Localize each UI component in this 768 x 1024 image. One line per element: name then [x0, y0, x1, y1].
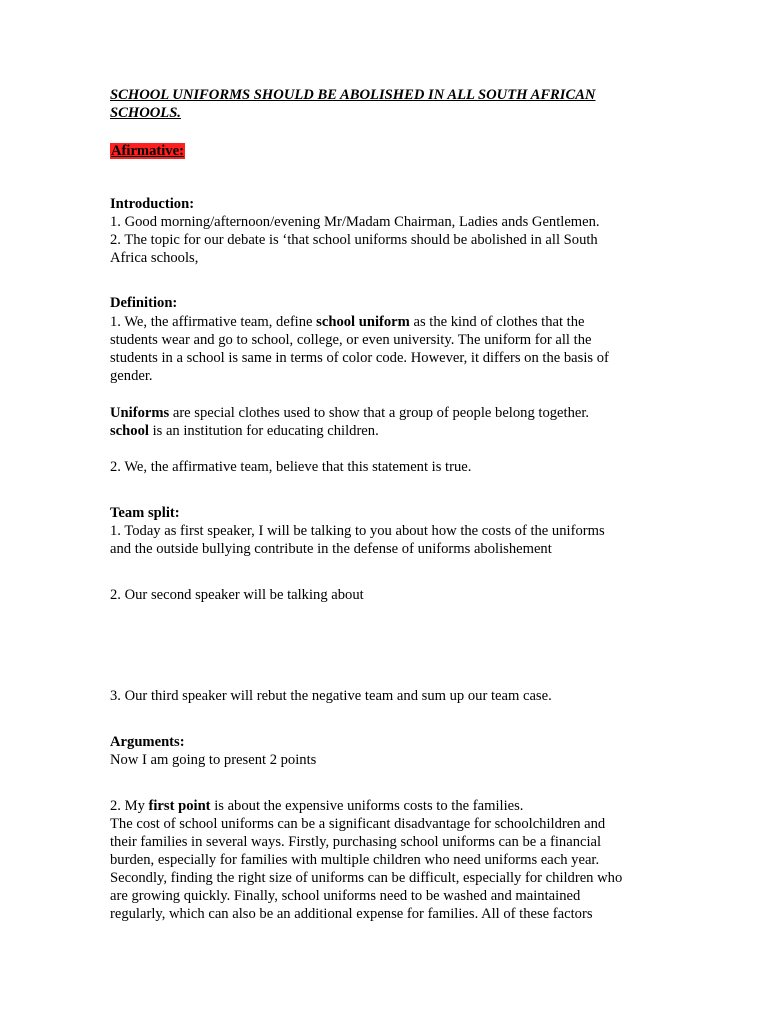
- arguments-body-line-2: their families in several ways. Firstly, purchasing school uniforms can be a financial: [110, 834, 602, 850]
- definition-text: is an institution for educating children.: [148, 423, 379, 439]
- arguments-heading: Arguments:: [110, 734, 185, 750]
- definition-text: 1. We, the affirmative team, define: [110, 314, 317, 330]
- definition-text: as the kind of clothes that the: [409, 314, 585, 330]
- definition-paragraph-1-line-1: [110, 313, 585, 331]
- side-label: Afirmative:: [111, 143, 184, 159]
- definition-paragraph-1-line-4: gender.: [110, 368, 153, 384]
- definition-term-school: school: [110, 423, 149, 439]
- introduction-paragraph-2-line-2: Africa schools,: [110, 250, 199, 266]
- definition-paragraph-1-line-2: students wear and go to school, college, or even university. The uniform for all the: [110, 332, 592, 348]
- introduction-paragraph-2-line-1: 2. The topic for our debate is ‘that school uniforms should be abolished in all South: [110, 232, 598, 248]
- introduction-heading: Introduction:: [110, 196, 195, 212]
- arguments-text: 2. My: [110, 798, 149, 814]
- arguments-body-line-1: The cost of school uniforms can be a significant disadvantage for schoolchildren and: [110, 816, 606, 832]
- document-title-line-1: SCHOOL UNIFORMS SHOULD BE ABOLISHED IN ALL SOUTH AFRICAN: [110, 87, 596, 103]
- definition-term-uniforms: Uniforms: [110, 405, 170, 421]
- arguments-intro: Now I am going to present 2 points: [110, 752, 317, 768]
- team-split-paragraph-3: 3. Our third speaker will rebut the negative team and sum up our team case.: [110, 688, 552, 704]
- definition-uniforms-line: [110, 404, 589, 422]
- definition-text: are special clothes used to show that a group of people belong together.: [169, 405, 590, 421]
- document-title-line-2: SCHOOLS.: [110, 105, 181, 121]
- team-split-heading: Team split:: [110, 505, 180, 521]
- team-split-paragraph-1-line-2: and the outside bullying contribute in the defense of uniforms abolishement: [110, 541, 552, 557]
- definition-school-line: [110, 422, 379, 440]
- arguments-first-point-line: [110, 797, 523, 815]
- definition-paragraph-2: 2. We, the affirmative team, believe that this statement is true.: [110, 459, 472, 475]
- arguments-body-line-6: regularly, which can also be an additional expense for families. All of these factors: [110, 906, 593, 922]
- introduction-paragraph-1: 1. Good morning/afternoon/evening Mr/Madam Chairman, Ladies ands Gentlemen.: [110, 214, 600, 230]
- team-split-paragraph-2: 2. Our second speaker will be talking about: [110, 587, 364, 603]
- definition-paragraph-1-line-3: students in a school is same in terms of color code. However, it differs on the basis of: [110, 350, 609, 366]
- arguments-text: is about the expensive uniforms costs to the families.: [210, 798, 524, 814]
- definition-heading: Definition:: [110, 295, 178, 311]
- arguments-term-first-point: first point: [148, 798, 211, 814]
- team-split-paragraph-1-line-1: 1. Today as first speaker, I will be talking to you about how the costs of the uniforms: [110, 523, 605, 539]
- side-label-row: [110, 142, 185, 160]
- arguments-body-line-4: Secondly, finding the right size of uniforms can be difficult, especially for children who: [110, 870, 623, 886]
- arguments-body-line-5: are growing quickly. Finally, school uniforms need to be washed and maintained: [110, 888, 581, 904]
- arguments-body-line-3: burden, especially for families with multiple children who need uniforms each year.: [110, 852, 600, 868]
- definition-term-school-uniform: school uniform: [316, 314, 410, 330]
